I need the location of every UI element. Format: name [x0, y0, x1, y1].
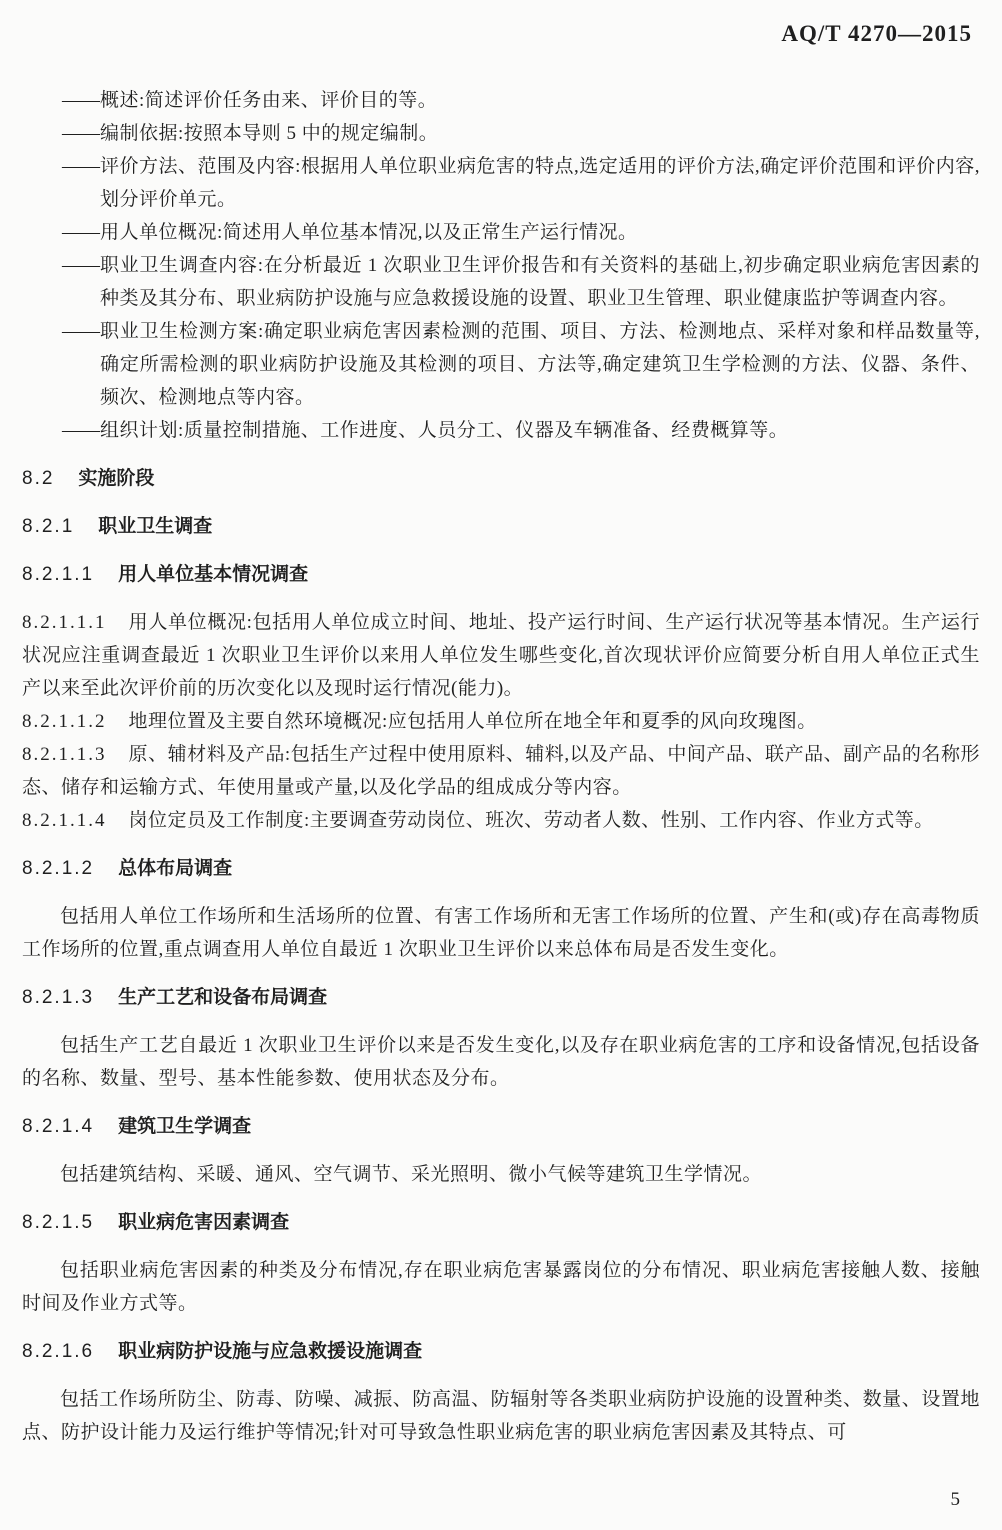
bullet-dash: ——	[62, 222, 100, 243]
running-header	[22, 20, 980, 50]
clause-number: 8.2.1.1.2	[22, 711, 107, 732]
section-number: 8.2.1.5	[22, 1212, 95, 1233]
body-paragraph: 包括生产工艺自最近 1 次职业卫生评价以来是否发生变化,以及存在职业病危害的工序和设备情况,包括设备的名称、数量、型号、基本性能参数、使用状态及分布。	[22, 1035, 980, 1089]
section-number: 8.2.1	[22, 516, 75, 537]
bullet-item-text: 组织计划:质量控制措施、工作进度、人员分工、仪器及车辆准备、经费概算等。	[100, 420, 789, 441]
section-number: 8.2.1.2	[22, 858, 95, 879]
section-heading	[22, 981, 980, 1014]
bullet-item	[22, 150, 980, 216]
section-title: 用人单位基本情况调查	[118, 564, 309, 585]
section-number: 8.2.1.4	[22, 1116, 95, 1137]
section-heading	[22, 1110, 980, 1143]
bullet-list	[22, 84, 980, 447]
bullet-dash: ——	[62, 255, 100, 276]
bullet-item-text: 评价方法、范围及内容:根据用人单位职业病危害的特点,选定适用的评价方法,确定评价范围和评价内容,划分评价单元。	[100, 156, 980, 210]
section-heading	[22, 852, 980, 885]
bullet-dash: ——	[62, 123, 100, 144]
section-title: 职业卫生调查	[98, 516, 213, 537]
bullet-item	[22, 414, 980, 447]
bullet-dash: ——	[62, 90, 100, 111]
bullet-dash: ——	[62, 321, 100, 342]
section-title: 建筑卫生学调查	[118, 1116, 252, 1137]
bullet-dash: ——	[62, 156, 100, 177]
section-title: 职业病危害因素调查	[118, 1212, 290, 1233]
section-title: 总体布局调查	[118, 858, 233, 879]
clause-number: 8.2.1.1.1	[22, 612, 107, 633]
body-paragraph: 包括职业病危害因素的种类及分布情况,存在职业病危害暴露岗位的分布情况、职业病危害接触人数、接触时间及作业方式等。	[22, 1260, 980, 1314]
clause-text: 岗位定员及工作制度:主要调查劳动岗位、班次、劳动者人数、性别、工作内容、作业方式等。	[128, 810, 934, 831]
section-heading	[22, 1206, 980, 1239]
bullet-item	[22, 216, 980, 249]
section-heading	[22, 510, 980, 543]
doc-number: AQ/T 4270—2015	[781, 21, 972, 46]
section-heading	[22, 558, 980, 591]
bullet-item	[22, 315, 980, 414]
bullet-item-text: 编制依据:按照本导则 5 中的规定编制。	[100, 123, 439, 144]
bullet-item-text: 用人单位概况:简述用人单位基本情况,以及正常生产运行情况。	[100, 222, 638, 243]
bullet-item	[22, 117, 980, 150]
section-number: 8.2.1.1	[22, 564, 95, 585]
section-heading	[22, 1335, 980, 1368]
clause-text: 用人单位概况:包括用人单位成立时间、地址、投产运行时间、生产运行状况等基本情况。生产运行状况应注重调查最近 1 次职业卫生评价以来用人单位发生哪些变化,首次现状评价应简要分析自用人单位正式生产以来至此次评价前的历次变化以及现时运行情况(能力)。	[22, 612, 980, 699]
section-number: 8.2.1.6	[22, 1341, 95, 1362]
body-paragraph: 包括工作场所防尘、防毒、防噪、减振、防高温、防辐射等各类职业病防护设施的设置种类、数量、设置地点、防护设计能力及运行维护等情况;针对可导致急性职业病危害的职业病危害因素及其特点、可	[22, 1389, 980, 1443]
bullet-item	[22, 84, 980, 117]
section-title: 实施阶段	[78, 468, 155, 489]
bullet-item-text: 职业卫生调查内容:在分析最近 1 次职业卫生评价报告和有关资料的基础上,初步确定职业病危害因素的种类及其分布、职业病防护设施与应急救援设施的设置、职业卫生管理、职业健康监护等调查内容。	[100, 255, 980, 309]
document-body	[22, 462, 980, 1449]
clause-paragraph	[22, 738, 980, 804]
section-number: 8.2	[22, 468, 55, 489]
page-number: 5	[950, 1489, 960, 1510]
section-title: 生产工艺和设备布局调查	[118, 987, 328, 1008]
clause-text: 地理位置及主要自然环境概况:应包括用人单位所在地全年和夏季的风向玫瑰图。	[128, 711, 817, 732]
page-footer	[951, 1483, 961, 1516]
clause-paragraph	[22, 804, 980, 837]
bullet-item-text: 概述:简述评价任务由来、评价目的等。	[100, 90, 438, 111]
clause-number: 8.2.1.1.4	[22, 810, 107, 831]
clause-paragraph	[22, 606, 980, 705]
bullet-item	[22, 249, 980, 315]
bullet-dash: ——	[62, 420, 100, 441]
section-heading	[22, 462, 980, 495]
clause-number: 8.2.1.1.3	[22, 744, 107, 765]
bullet-item-text: 职业卫生检测方案:确定职业病危害因素检测的范围、项目、方法、检测地点、采样对象和样品数量等,确定所需检测的职业病防护设施及其检测的项目、方法等,确定建筑卫生学检测的方法、仪器、条件、频次、检测地点等内容。	[100, 321, 980, 408]
section-title: 职业病防护设施与应急救援设施调查	[118, 1341, 423, 1362]
body-paragraph: 包括建筑结构、采暖、通风、空气调节、采光照明、微小气候等建筑卫生学情况。	[60, 1164, 763, 1185]
clause-text: 原、辅材料及产品:包括生产过程中使用原料、辅料,以及产品、中间产品、联产品、副产品的名称形态、储存和运输方式、年使用量或产量,以及化学品的组成成分等内容。	[22, 744, 980, 798]
clause-paragraph	[22, 705, 980, 738]
section-number: 8.2.1.3	[22, 987, 95, 1008]
body-paragraph: 包括用人单位工作场所和生活场所的位置、有害工作场所和无害工作场所的位置、产生和(或)存在高毒物质工作场所的位置,重点调查用人单位自最近 1 次职业卫生评价以来总体布局是否发生变化。	[22, 906, 980, 960]
